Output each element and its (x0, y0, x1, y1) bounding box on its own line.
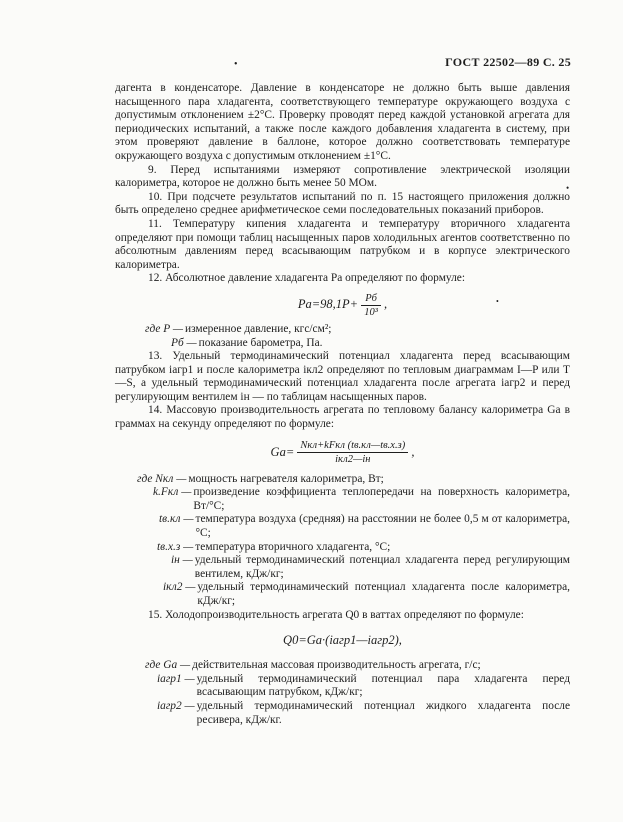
definition-symbol: где P — (145, 322, 183, 335)
formula-tail: , (411, 444, 415, 459)
formula-fraction (297, 439, 408, 466)
definition-item (171, 554, 570, 581)
paragraph-continuation: дагента в конденсаторе. Давление в конденсаторе не должно быть выше давления насыщенного пара хладагента, соответствующего температуре окружающего воздуха с допустимым отклонением ±2°С. Проверку проводят перед каждой установкой агрегата для периодических испытаний, а также после каждого добавления хладагента в систему, при этом проверяют давление в баллоне, которое должно соответствовать температуре окружающего воздуха с допустимым отклонением ±1°С. (115, 82, 570, 162)
definition-symbol: iкл2 — (163, 581, 196, 594)
paragraph-13: 13. Удельный термодинамический потенциал хладагента перед всасывающим патрубком iагр1 и после калориметра iкл2 определяют по тепловым диаграммам I—P или T—S, а удельный термодинамический потенциал хладагента после агрегата iагр2 и перед регулирующим вентилем iн — по таблицам насыщенных паров. (115, 350, 570, 403)
formula-mass-flow (115, 436, 570, 468)
paragraph-12: 12. Абсолютное давление хладагента Pa определяют по формуле: (148, 272, 466, 285)
formula-fraction (361, 292, 381, 319)
definition-item (157, 673, 570, 700)
formula-absolute-pressure (115, 290, 570, 318)
definition-text: мощность нагревателя калориметра, Вт; (188, 472, 384, 485)
definition-item (153, 486, 570, 513)
formula-denominator: 10³ (364, 306, 378, 318)
formula-tail: , (384, 296, 388, 311)
definition-symbol: Pб — (171, 336, 197, 349)
definition-symbol: tв.х.з — (157, 540, 194, 553)
definition-symbol: tв.кл — (159, 513, 194, 526)
formula-lhs: Ga= (270, 444, 295, 459)
definitions-12 (145, 323, 570, 350)
definition-text: измеренное давление, кгс/см²; (184, 322, 332, 335)
formula-denominator: iкл2—iн (335, 454, 371, 466)
definition-text: действительная массовая производительность агрегата, г/с; (192, 659, 481, 672)
definition-symbol: k.Fкл — (153, 486, 192, 499)
definition-text: удельный термодинамический потенциал жидкого хладагента после ресивера, кДж/кг. (196, 699, 570, 726)
paragraph-14: 14. Массовую производительность агрегата по тепловому балансу калориметра Gа в граммах на секунду определяют по формуле: (115, 404, 570, 431)
definition-symbol: iн — (171, 554, 193, 567)
paragraph-11: 11. Температуру кипения хладагента и температуру вторичного хладагента определяют при помощи таблиц насыщенных паров холодильных агентов соответственно по абсолютным давлениям перед всасывающим патрубком и в корпусе электрического калориметра. (115, 217, 570, 271)
definition-symbol: где Ga — (145, 659, 191, 672)
scan-dot: • (566, 183, 570, 193)
definition-item (159, 513, 570, 540)
definition-text: произведение коэффициента теплопередачи на поверхность калориметра, Вт/°С; (193, 486, 570, 512)
definition-item (137, 473, 570, 487)
definition-text: удельный термодинамический потенциал хладагента перед регулирующим вентилем, кДж/кг; (194, 554, 570, 580)
definition-text: удельный термодинамический потенциал пара хладагента перед всасывающим патрубком, кДж/кг; (196, 672, 570, 699)
definition-item (145, 659, 570, 673)
definition-item (145, 323, 570, 337)
definition-item (157, 541, 570, 555)
paragraph-10: 10. При подсчете результатов испытаний по п. 15 настоящего приложения должно быть определено среднее арифметическое семи последовательных показаний приборов. (115, 190, 570, 217)
formula-lhs: Pa=98,1P+ (297, 296, 359, 311)
definition-item (171, 337, 570, 351)
formula-numerator: Pб (361, 292, 381, 306)
formula-numerator: Nкл+kFкл (tв.кл—tв.х.з) (297, 439, 408, 453)
definition-item (163, 581, 570, 608)
definition-symbol: где Nкл — (137, 472, 187, 485)
definition-text: температура вторичного хладагента, °С; (195, 540, 391, 553)
formula-cooling-capacity: Q0=Ga·(iагр1—iагр2), (283, 633, 402, 648)
definition-item (157, 700, 570, 727)
definition-text: температура воздуха (средняя) на расстоянии не более 0,5 м от калориметра, °С; (195, 513, 570, 540)
paragraph-9: 9. Перед испытаниями измеряют сопротивление электрической изоляции калориметра, которое не должно быть менее 50 МОм. (115, 163, 570, 190)
definition-text: удельный термодинамический потенциал хладагента после калориметра, кДж/кг; (197, 581, 570, 607)
document-body (115, 82, 570, 727)
paragraph-15: 15. Холодопроизводительность агрегата Q0 в ваттах определяют по формуле: (148, 608, 524, 621)
page-header: ГОСТ 22502—89 С. 25 (445, 55, 571, 69)
definitions-15 (145, 659, 570, 727)
definition-symbol: iагр2 — (157, 699, 195, 712)
definition-text: показание барометра, Па. (198, 336, 323, 349)
scan-dot: • (496, 297, 499, 306)
definitions-14 (137, 473, 570, 609)
scan-dot: • (234, 59, 238, 70)
definition-symbol: iагр1 — (157, 672, 195, 685)
